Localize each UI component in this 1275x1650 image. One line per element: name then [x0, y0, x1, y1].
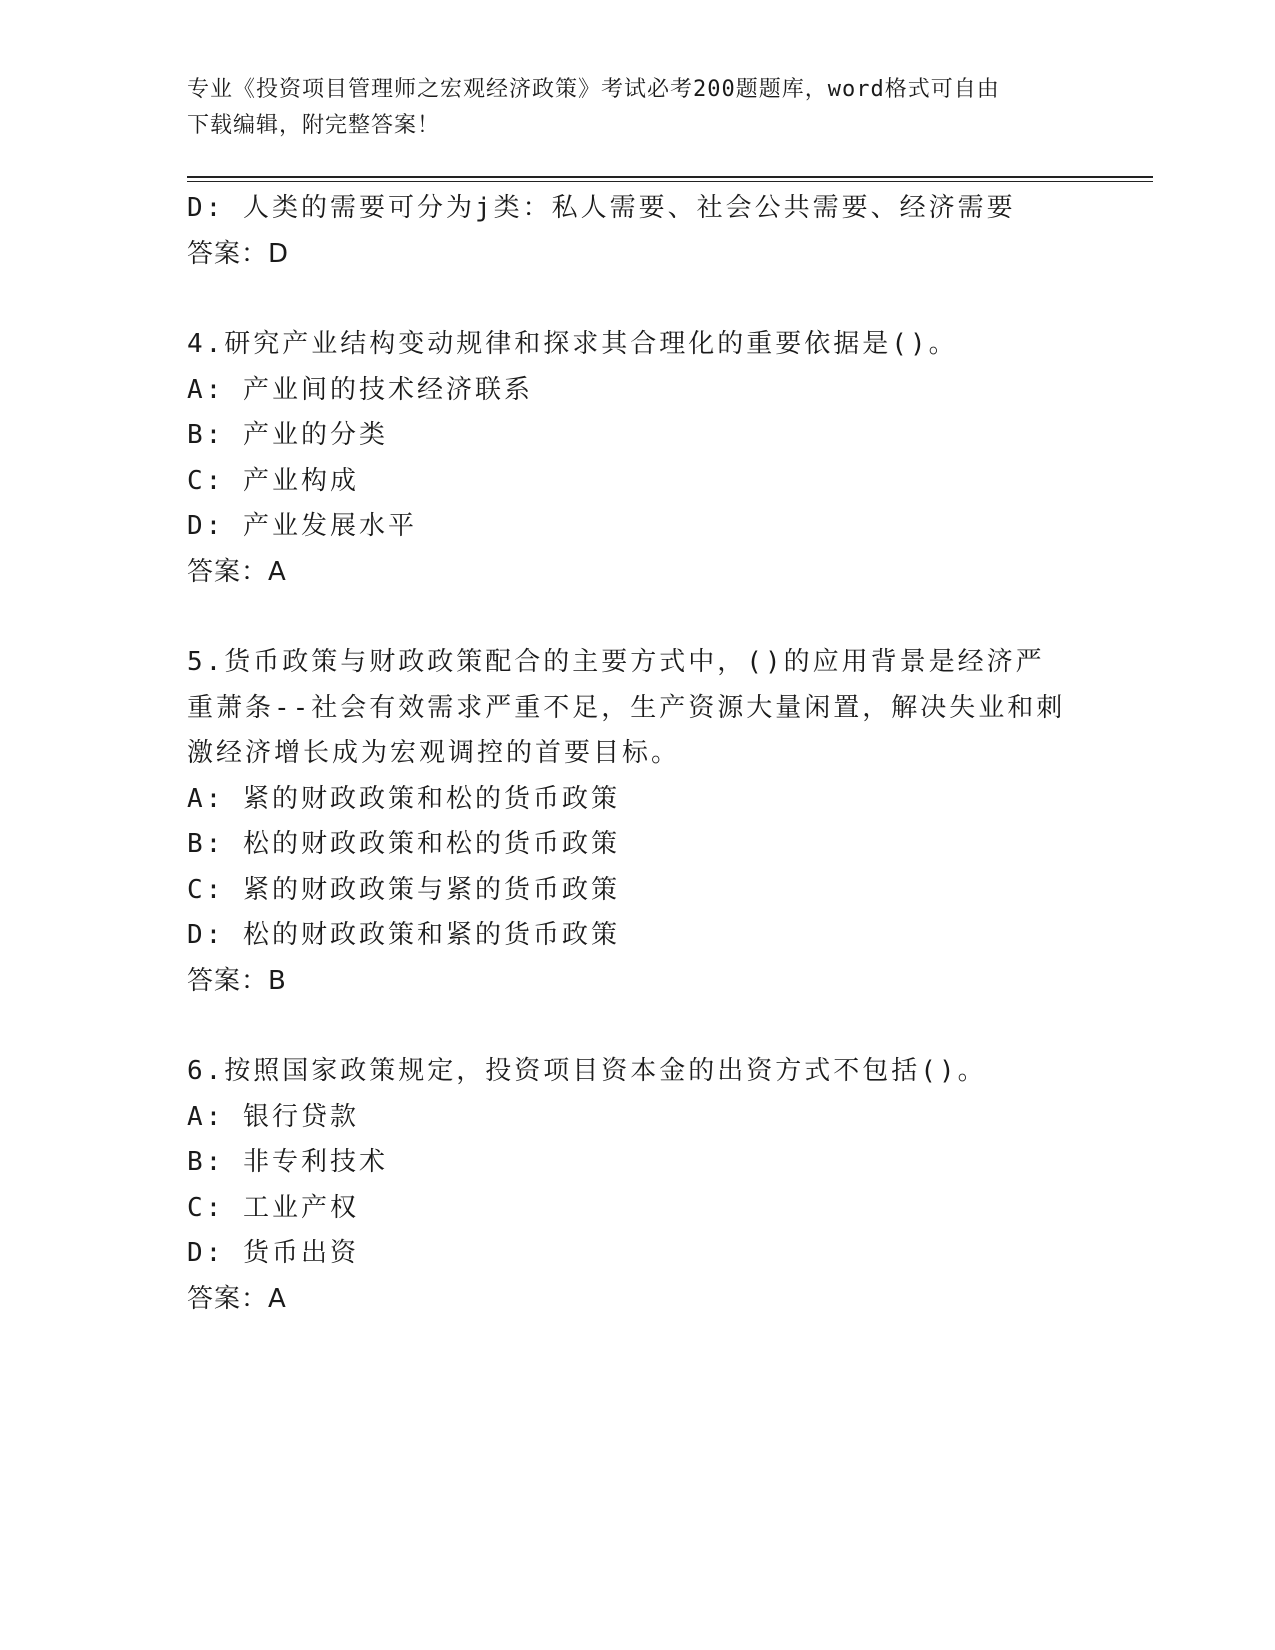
header-divider — [187, 176, 1153, 178]
header-divider-thin — [187, 181, 1153, 182]
option-c: C: 工业产权 — [187, 1192, 359, 1223]
option-d: D: 松的财政政策和紧的货币政策 — [187, 920, 620, 950]
question-3 — [187, 186, 1087, 277]
option-a: A: 紧的财政政策和松的货币政策 — [187, 783, 620, 814]
option-a: A: 产业间的技术经济联系 — [187, 374, 533, 405]
option-c: C: 产业构成 — [187, 465, 359, 496]
option-d: D: 货币出资 — [187, 1238, 359, 1268]
question-stem: 4.研究产业结构变动规律和探求其合理化的重要依据是()。 — [187, 329, 958, 359]
question-5 — [187, 640, 1087, 1004]
answer: 答案：A — [187, 1283, 287, 1314]
question-6 — [187, 1049, 1087, 1322]
option-d: D: 产业发展水平 — [187, 511, 417, 541]
answer: 答案：A — [187, 556, 287, 587]
option-b: B: 非专利技术 — [187, 1147, 388, 1177]
option-a: A: 银行贷款 — [187, 1101, 359, 1132]
question-4 — [187, 322, 1087, 595]
question-stem: 6.按照国家政策规定，投资项目资本金的出资方式不包括()。 — [187, 1056, 987, 1086]
option-c: C: 紧的财政政策与紧的货币政策 — [187, 874, 620, 905]
option-d: D: 人类的需要可分为j类：私人需要、社会公共需要、经济需要 — [187, 193, 1016, 223]
option-b: B: 产业的分类 — [187, 420, 388, 450]
header-line-2: 下载编辑，附完整答案！ — [187, 113, 441, 138]
answer: 答案：B — [187, 965, 287, 996]
header-line-1: 专业《投资项目管理师之宏观经济政策》考试必考200题题库，word格式可自由 — [187, 77, 1000, 102]
document-header — [187, 72, 1067, 144]
question-stem: 5.货币政策与财政政策配合的主要方式中，()的应用背景是经济严重萧条--社会有效需求严重不足，生产资源大量闲置，解决失业和刺激经济增长成为宏观调控的首要目标。 — [187, 647, 1066, 768]
question-list — [187, 186, 1087, 1322]
answer: 答案：D — [187, 238, 290, 269]
option-b: B: 松的财政政策和松的货币政策 — [187, 829, 620, 859]
